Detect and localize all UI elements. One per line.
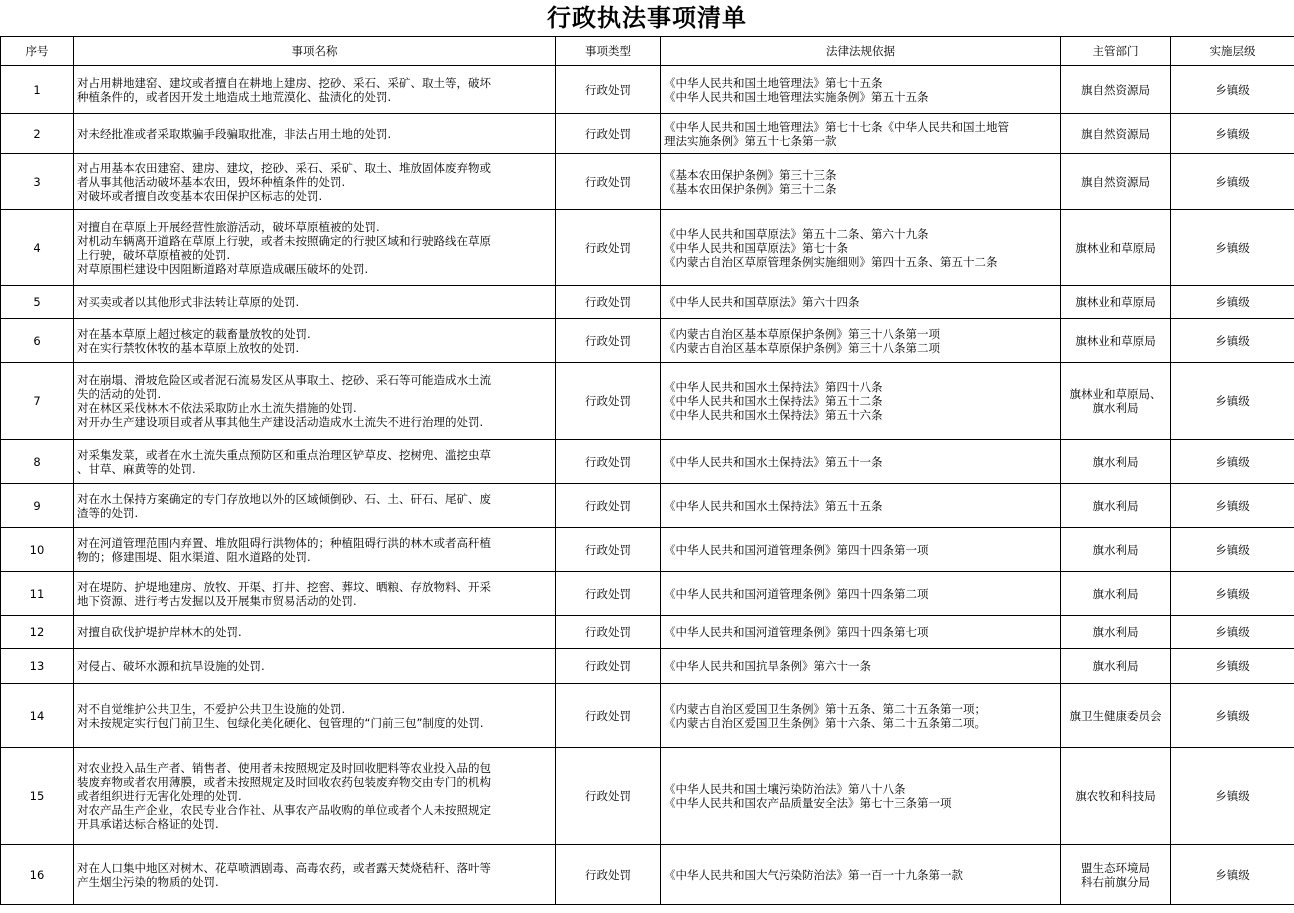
item-name-line: 渣等的处罚. [77,505,139,520]
department [1061,528,1171,572]
department-line: 旗水利局 [1092,401,1139,415]
header-dept: 主管部门 [1061,37,1171,66]
legal-basis-line: 理法实施条例》第五十七条第一款 [664,133,837,148]
item-type: 行政处罚 [556,210,661,286]
item-name [74,440,556,484]
department-line: 旗林业和草原局 [1075,333,1156,348]
item-name-line: 对在水土保持方案确定的专门存放地以外的区域倾倒砂、石、土、矸石、尾矿、废 [77,491,491,506]
item-name [74,114,556,154]
item-name-line: 或者组织进行无害化处理的处罚. [77,789,242,803]
department [1061,845,1171,905]
legal-basis [661,154,1061,210]
item-name-line: 上行驶，破坏草原植被的处罚. [77,247,231,262]
item-type: 行政处罚 [556,66,661,114]
legal-basis-line: 《中华人民共和国水土保持法》第四十八条 [664,380,883,394]
department [1061,286,1171,319]
page-title: 行政执法事项清单 [547,4,747,32]
level: 乡镇级 [1171,154,1294,210]
item-name [74,154,556,210]
department-line: 旗自然资源局 [1081,174,1150,189]
row-number: 5 [1,286,74,319]
level: 乡镇级 [1171,616,1294,649]
table-row [1,154,1294,210]
level: 乡镇级 [1171,684,1294,748]
department [1061,319,1171,363]
department-line: 旗自然资源局 [1081,82,1150,97]
item-name-line: 对在堤防、护堤地建房、放牧、开渠、打井、挖窖、葬坟、晒粮、存放物料、开采 [77,579,491,594]
item-name-line: 对擅自砍伐护堤护岸林木的处罚. [77,625,242,639]
item-type: 行政处罚 [556,528,661,572]
department [1061,440,1171,484]
legal-basis [661,528,1061,572]
legal-basis-line: 《中华人民共和国土地管理法》第七十七条《中华人民共和国土地管 [664,119,1009,134]
department [1061,114,1171,154]
table-row [1,440,1294,484]
item-name-line: 种植条件的，或者因开发土地造成土地荒漠化、盐渍化的处罚. [77,89,392,104]
item-type: 行政处罚 [556,684,661,748]
legal-basis [661,66,1061,114]
item-name-line: 装废弃物或者农用薄膜，或者未按照规定及时回收农药包装废弃物交由专门的机构 [77,775,491,789]
department-line: 科右前旗分局 [1081,874,1150,889]
department-line: 盟生态环境局 [1081,860,1150,875]
item-name [74,484,556,528]
row-number: 7 [1,363,74,440]
legal-basis-line: 《中华人民共和国草原法》第五十二条、第六十九条 [664,226,929,241]
department-line: 旗自然资源局 [1081,126,1150,141]
department-line: 旗水利局 [1092,542,1139,557]
row-number: 9 [1,484,74,528]
header-basis: 法律法规依据 [661,37,1061,66]
item-type: 行政处罚 [556,286,661,319]
legal-basis [661,484,1061,528]
table-row [1,484,1294,528]
item-name-line: 地下资源、进行考古发掘以及开展集市贸易活动的处罚. [77,593,357,608]
row-number: 12 [1,616,74,649]
item-name-line: 对破坏或者擅自改变基本农田保护区标志的处罚. [77,188,323,203]
row-number: 15 [1,748,74,845]
level: 乡镇级 [1171,66,1294,114]
legal-basis-line: 《中华人民共和国大气污染防治法》第一百一十九条第一款 [664,867,963,882]
level: 乡镇级 [1171,649,1294,684]
legal-basis [661,748,1061,845]
department [1061,154,1171,210]
item-type: 行政处罚 [556,572,661,616]
department-line: 旗水利局 [1092,625,1139,639]
table-row [1,649,1294,684]
level: 乡镇级 [1171,319,1294,363]
row-number: 13 [1,649,74,684]
item-name [74,210,556,286]
item-name [74,319,556,363]
item-type: 行政处罚 [556,845,661,905]
header-row [1,37,1294,66]
legal-basis-line: 《中华人民共和国草原法》第七十条 [664,240,848,255]
level: 乡镇级 [1171,748,1294,845]
level: 乡镇级 [1171,845,1294,905]
item-name [74,572,556,616]
item-type: 行政处罚 [556,649,661,684]
item-name-line: 产生烟尘污染的物质的处罚. [77,874,219,889]
header-level: 实施层级 [1171,37,1294,66]
table-row [1,319,1294,363]
legal-basis [661,684,1061,748]
item-name-line: 对占用耕地建窑、建坟或者擅自在耕地上建房、挖砂、采石、采矿、取土等，破坏 [77,75,491,90]
enforcement-table [0,36,1294,905]
legal-basis-line: 《中华人民共和国水土保持法》第五十五条 [664,498,883,513]
table-row [1,528,1294,572]
item-name [74,845,556,905]
item-name-line: 者从事其他活动破坏基本农田，毁坏种植条件的处罚. [77,174,346,189]
item-type: 行政处罚 [556,484,661,528]
item-name [74,363,556,440]
row-number: 2 [1,114,74,154]
item-name-line: 对在林区采伐林木不依法采取防止水土流失措施的处罚. [77,401,357,415]
department-line: 旗林业和草原局 [1075,240,1156,255]
item-name-line: 对在实行禁牧休牧的基本草原上放牧的处罚. [77,340,300,355]
row-number: 1 [1,66,74,114]
item-name-line: 对在人口集中地区对树木、花草喷洒剧毒、高毒农药，或者露天焚烧秸秆、落叶等 [77,860,491,875]
department-line: 旗水利局 [1092,498,1139,513]
item-name-line: 对侵占、破坏水源和抗旱设施的处罚. [77,659,265,673]
item-name-line: 对擅自在草原上开展经营性旅游活动，破坏草原植被的处罚. [77,219,380,234]
item-name [74,66,556,114]
table-row [1,286,1294,319]
legal-basis [661,114,1061,154]
department-line: 旗卫生健康委员会 [1069,708,1162,723]
item-name-line: 对农产品生产企业，农民专业合作社、从事农产品收购的单位或者个人未按照规定 [77,803,491,817]
department [1061,363,1171,440]
item-name [74,528,556,572]
legal-basis-line: 《中华人民共和国农产品质量安全法》第七十三条第一项 [664,796,952,810]
legal-basis-line: 《中华人民共和国河道管理条例》第四十四条第二项 [664,586,929,601]
item-type: 行政处罚 [556,363,661,440]
item-name-line: 对采集发菜，或者在水土流失重点预防区和重点治理区铲草皮、挖树兜、滥挖虫草 [77,447,491,462]
row-number: 3 [1,154,74,210]
level: 乡镇级 [1171,210,1294,286]
legal-basis-line: 《中华人民共和国水土保持法》第五十一条 [664,454,883,469]
table-row [1,363,1294,440]
legal-basis [661,363,1061,440]
legal-basis-line: 《中华人民共和国抗旱条例》第六十一条 [664,659,871,673]
level: 乡镇级 [1171,440,1294,484]
level: 乡镇级 [1171,484,1294,528]
department-line: 旗林业和草原局 [1075,295,1156,309]
level: 乡镇级 [1171,114,1294,154]
legal-basis [661,210,1061,286]
legal-basis [661,440,1061,484]
legal-basis [661,319,1061,363]
header-name: 事项名称 [74,37,556,66]
legal-basis-line: 《内蒙古自治区爱国卫生条例》第十五条、第二十五条第一项； [664,701,986,716]
header-type: 事项类型 [556,37,661,66]
item-name [74,649,556,684]
table-row [1,616,1294,649]
item-type: 行政处罚 [556,616,661,649]
legal-basis-line: 《内蒙古自治区草原管理条例实施细则》第四十五条、第五十二条 [664,254,998,269]
legal-basis-line: 《中华人民共和国草原法》第六十四条 [664,295,860,309]
header-no: 序号 [1,37,74,66]
item-name-line: 对未经批准或者采取欺骗手段骗取批准，非法占用土地的处罚. [77,126,392,141]
row-number: 11 [1,572,74,616]
legal-basis-line: 《基本农田保护条例》第三十二条 [664,181,837,196]
legal-basis-line: 《中华人民共和国河道管理条例》第四十四条第一项 [664,542,929,557]
legal-basis [661,649,1061,684]
item-name-line: 对未按规定实行包门前卫生、包绿化美化硬化、包管理的“门前三包”制度的处罚. [77,715,484,730]
legal-basis-line: 《中华人民共和国土地管理法实施条例》第五十五条 [664,89,929,104]
item-name-line: 对在崩塌、滑坡危险区或者泥石流易发区从事取土、挖砂、采石等可能造成水土流 [77,373,491,387]
table-row [1,684,1294,748]
legal-basis-line: 《中华人民共和国土壤污染防治法》第八十八条 [664,782,906,796]
item-name [74,616,556,649]
item-name-line: 对占用基本农田建窑、建房、建坟，挖砂、采石、采矿、取土、堆放固体废弃物或 [77,160,491,175]
legal-basis-line: 《中华人民共和国土地管理法》第七十五条 [664,75,883,90]
department-line: 旗水利局 [1092,586,1139,601]
legal-basis-line: 《内蒙古自治区爱国卫生条例》第十六条、第二十五条第二项。 [664,715,986,730]
table-row [1,572,1294,616]
department [1061,684,1171,748]
department-line: 旗农牧和科技局 [1075,789,1156,803]
item-type: 行政处罚 [556,748,661,845]
department [1061,66,1171,114]
item-type: 行政处罚 [556,114,661,154]
row-number: 10 [1,528,74,572]
level: 乡镇级 [1171,572,1294,616]
item-name-line: 对在基本草原上超过核定的载畜量放牧的处罚. [77,326,311,341]
item-name [74,748,556,845]
item-name [74,286,556,319]
legal-basis [661,845,1061,905]
item-type: 行政处罚 [556,154,661,210]
item-name-line: 对在河道管理范围内弃置、堆放阻碍行洪物体的；种植阻碍行洪的林木或者高秆植 [77,535,491,550]
item-name-line: 对开办生产建设项目或者从事其他生产建设活动造成水土流失不进行治理的处罚. [77,415,484,429]
department [1061,210,1171,286]
item-name-line: 对机动车辆离开道路在草原上行驶，或者未按照确定的行驶区域和行驶路线在草原 [77,233,491,248]
item-name-line: 物的；修建围堤、阻水渠道、阻水道路的处罚. [77,549,311,564]
legal-basis-line: 《内蒙古自治区基本草原保护条例》第三十八条第一项 [664,326,940,341]
table-row [1,114,1294,154]
department-line: 旗水利局 [1092,454,1139,469]
item-type: 行政处罚 [556,319,661,363]
row-number: 14 [1,684,74,748]
level: 乡镇级 [1171,363,1294,440]
row-number: 6 [1,319,74,363]
level: 乡镇级 [1171,528,1294,572]
item-name-line: 失的活动的处罚. [77,387,162,401]
department [1061,649,1171,684]
item-type: 行政处罚 [556,440,661,484]
legal-basis-line: 《中华人民共和国水土保持法》第五十二条 [664,394,883,408]
legal-basis-line: 《中华人民共和国河道管理条例》第四十四条第七项 [664,625,929,639]
row-number: 8 [1,440,74,484]
item-name-line: 对买卖或者以其他形式非法转让草原的处罚. [77,295,300,309]
item-name [74,684,556,748]
table-row [1,210,1294,286]
row-number: 16 [1,845,74,905]
legal-basis-line: 《中华人民共和国水土保持法》第五十六条 [664,408,883,422]
legal-basis-line: 《基本农田保护条例》第三十三条 [664,167,837,182]
level: 乡镇级 [1171,286,1294,319]
department [1061,484,1171,528]
legal-basis [661,572,1061,616]
legal-basis-line: 《内蒙古自治区基本草原保护条例》第三十八条第二项 [664,340,940,355]
table-row [1,845,1294,905]
table-row [1,66,1294,114]
department-line: 旗林业和草原局、 [1069,387,1162,401]
item-name-line: 对草原围栏建设中因阻断道路对草原造成碾压破坏的处罚. [77,261,369,276]
table-row [1,748,1294,845]
department-line: 旗水利局 [1092,659,1139,673]
department [1061,572,1171,616]
department [1061,748,1171,845]
item-name-line: 、甘草、麻黄等的处罚. [77,461,196,476]
legal-basis [661,286,1061,319]
item-name-line: 对不自觉维护公共卫生，不爱护公共卫生设施的处罚. [77,701,346,716]
item-name-line: 开具承诺达标合格证的处罚. [77,817,219,831]
item-name-line: 对农业投入品生产者、销售者、使用者未按照规定及时回收肥料等农业投入品的包 [77,761,491,775]
legal-basis [661,616,1061,649]
department [1061,616,1171,649]
row-number: 4 [1,210,74,286]
